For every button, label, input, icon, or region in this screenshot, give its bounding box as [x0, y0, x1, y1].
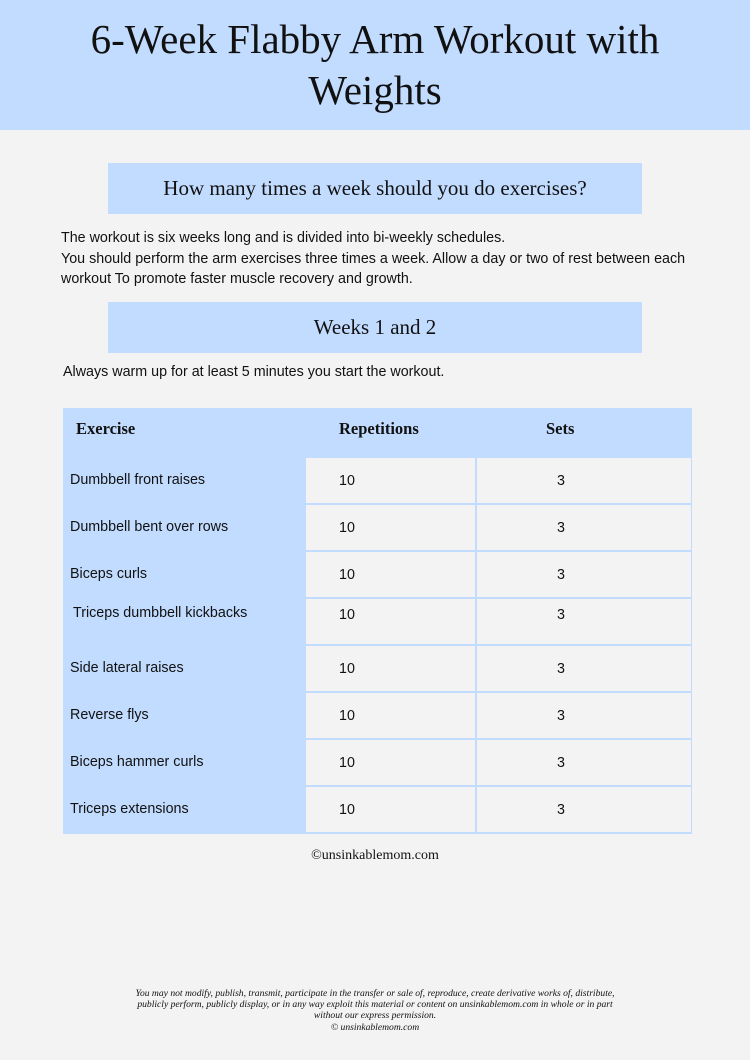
exercise-name: Reverse flys [70, 706, 149, 723]
table-row [63, 785, 692, 832]
repetitions-cell: 10 [306, 738, 475, 785]
page-title: 6-Week Flabby Arm Workout with Weights [90, 16, 660, 113]
table-row [63, 550, 692, 597]
exercise-name: Dumbbell bent over rows [70, 518, 229, 535]
section-heading-frequency: How many times a week should you do exercises? [108, 163, 642, 214]
frequency-line-1: The workout is six weeks long and is divided into bi-weekly schedules. [61, 230, 506, 246]
exercise-name: Triceps extensions [70, 800, 189, 817]
disclaimer [90, 988, 660, 1033]
sets-cell: 3 [477, 691, 691, 738]
table-row [63, 644, 692, 691]
column-header-sets: Sets [546, 419, 575, 438]
table-body [63, 456, 692, 834]
frequency-line-2: You should perform the arm exercises three times a week. Allow a day or two of rest between each workout To promote faster muscle recovery and growth. [61, 250, 686, 287]
workout-table [63, 408, 692, 834]
sets-cell: 3 [477, 644, 691, 691]
repetitions-cell: 10 [306, 691, 475, 738]
exercise-name: Side lateral raises [70, 659, 184, 676]
repetitions-cell: 10 [306, 785, 475, 832]
sets-cell: 3 [477, 738, 691, 785]
disclaimer-line-2: publicly perform, publicly display, or in any way exploit this material or content on unsinkablemom.com in whole or in part [137, 999, 613, 1011]
frequency-paragraph [61, 228, 701, 290]
table-row [63, 597, 692, 644]
table-row [63, 456, 692, 503]
disclaimer-line-1: You may not modify, publish, transmit, participate in the transfer or sale of, reproduce, create derivative works of, distribute, [135, 988, 615, 999]
table-row [63, 503, 692, 550]
exercise-name: Biceps curls [70, 565, 148, 582]
title-banner [0, 0, 750, 130]
table-row [63, 738, 692, 785]
sets-cell: 3 [477, 785, 691, 832]
exercise-name: Dumbbell front raises [70, 471, 206, 488]
exercise-name: Triceps dumbbell kickbacks [73, 605, 248, 621]
exercise-name: Biceps hammer curls [70, 753, 204, 770]
section-heading-weeks: Weeks 1 and 2 [108, 302, 642, 353]
sets-cell: 3 [477, 597, 691, 644]
repetitions-cell: 10 [306, 550, 475, 597]
repetitions-cell: 10 [306, 503, 475, 550]
column-header-repetitions: Repetitions [339, 419, 419, 438]
copyright-text: ©unsinkablemom.com [311, 848, 439, 863]
repetitions-cell: 10 [306, 456, 475, 503]
table-row [63, 691, 692, 738]
sets-cell: 3 [477, 456, 691, 503]
column-header-exercise: Exercise [76, 419, 136, 438]
disclaimer-line-4: © unsinkablemom.com [330, 1021, 420, 1033]
sets-cell: 3 [477, 550, 691, 597]
warmup-note: Always warm up for at least 5 minutes you start the workout. [63, 364, 445, 380]
sets-cell: 3 [477, 503, 691, 550]
repetitions-cell: 10 [306, 597, 475, 644]
repetitions-cell: 10 [306, 644, 475, 691]
disclaimer-line-3: without our express permission. [313, 1010, 437, 1022]
